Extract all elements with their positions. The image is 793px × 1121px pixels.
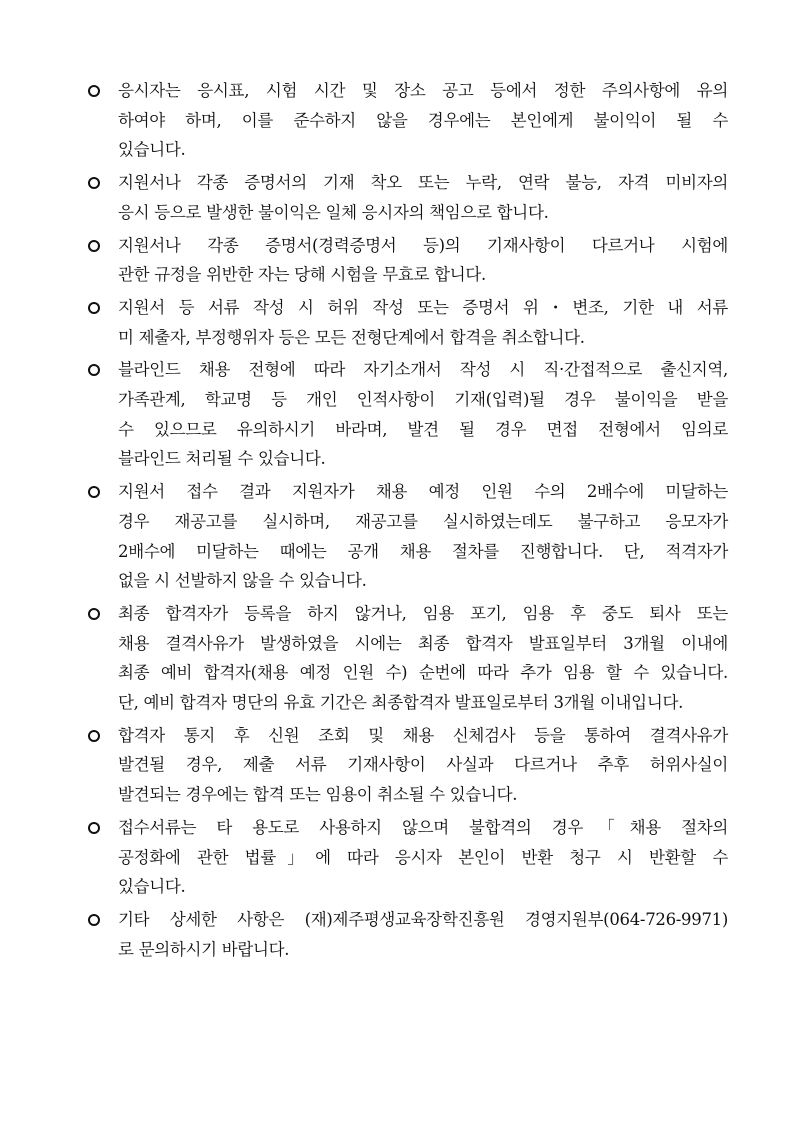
notice-text-line: 채용 결격사유가 발생하였을 시에는 최종 합격자 발표일부터 3개월 이내에: [118, 633, 728, 653]
notice-text-line: 최종 예비 합격자(채용 예정 인원 수) 순번에 따라 추가 임용 할 수 있습니다.: [118, 663, 728, 683]
notice-text-line: 블라인드 채용 전형에 따라 자기소개서 작성 시 직·간접적으로 출신지역,: [118, 360, 728, 380]
notice-text-line: 미 제출자, 부정행위자 등은 모든 전형단계에서 합격을 취소합니다.: [118, 327, 585, 347]
notice-text-line: 하여야 하며, 이를 준수하지 않을 경우에는 본인에게 불이익이 될 수: [118, 110, 728, 130]
notice-text-line: 발견될 경우, 제출 서류 기재사항이 사실과 다르거나 추후 허위사실이: [118, 755, 728, 775]
notice-text-line: 접수서류는 타 용도로 사용하지 않으며 불합격의 경우「채용 절차의: [118, 817, 728, 837]
notice-text-line: 발견되는 경우에는 합격 또는 임용이 취소될 수 있습니다.: [118, 785, 518, 805]
circle-bullet-icon: [88, 730, 100, 742]
notice-item: [88, 355, 728, 474]
notice-item: [88, 293, 728, 352]
notice-text-line: 단, 예비 합격자 명단의 유효 기간은 최종합격자 발표일로부터 3개월 이내입니다.: [118, 693, 684, 713]
notice-item: [88, 599, 728, 718]
notice-text-line: 지원서나 각종 증명서의 기재 착오 또는 누락, 연락 불능, 자격 미비자의: [118, 173, 728, 193]
notice-text-line: 없을 시 선발하지 않을 수 있습니다.: [118, 571, 367, 591]
notice-text-line: 있습니다.: [118, 877, 186, 897]
notice-text-line: 있습니다.: [118, 140, 186, 160]
circle-bullet-icon: [88, 486, 100, 498]
notice-list: [88, 76, 728, 967]
notice-text-line: 응시 등으로 발생한 불이익은 일체 응시자의 책임으로 합니다.: [118, 202, 549, 222]
notice-text-line: 가족관계, 학교명 등 개인 인적사항이 기재(입력)될 경우 불이익을 받을: [118, 390, 728, 410]
notice-text-line: 최종 합격자가 등록을 하지 않거나, 임용 포기, 임용 후 중도 퇴사 또는: [118, 603, 728, 623]
notice-text-line: 응시자는 응시표, 시험 시간 및 장소 공고 등에서 정한 주의사항에 유의: [118, 81, 728, 100]
notice-item: [88, 905, 728, 964]
notice-text-line: 기타 상세한 사항은 (재)제주평생교육장학진흥원 경영지원부(064-726-9971): [118, 909, 728, 929]
circle-bullet-icon: [88, 608, 100, 620]
circle-bullet-icon: [88, 302, 100, 314]
notice-text-line: 지원서나 각종 증명서(경력증명서 등)의 기재사항이 다르거나 시험에: [118, 235, 728, 255]
notice-text-line: 관한 규정을 위반한 자는 당해 시험을 무효로 합니다.: [118, 265, 486, 285]
circle-bullet-icon: [88, 85, 100, 97]
circle-bullet-icon: [88, 914, 100, 926]
notice-item: [88, 477, 728, 596]
notice-text-line: 합격자 통지 후 신원 조회 및 채용 신체검사 등을 통하여 결격사유가: [118, 725, 728, 745]
circle-bullet-icon: [88, 822, 100, 834]
notice-text-line: 로 문의하시기 바랍니다.: [118, 939, 290, 959]
circle-bullet-icon: [88, 177, 100, 189]
circle-bullet-icon: [88, 364, 100, 376]
circle-bullet-icon: [88, 240, 100, 252]
notice-item: [88, 721, 728, 810]
notice-item: [88, 231, 728, 290]
notice-text-line: 공정화에 관한 법률」에 따라 응시자 본인이 반환 청구 시 반환할 수: [118, 847, 728, 867]
notice-text-line: 수 있으므로 유의하시기 바라며, 발견 될 경우 면접 전형에서 임의로: [118, 419, 728, 439]
notice-item: [88, 76, 728, 165]
notice-text-line: 경우 재공고를 실시하며, 재공고를 실시하였는데도 불구하고 응모자가: [118, 511, 728, 531]
notice-text-line: 2배수에 미달하는 때에는 공개 채용 절차를 진행합니다. 단, 적격자가: [118, 541, 728, 561]
notice-item: [88, 168, 728, 227]
notice-text-line: 지원서 접수 결과 지원자가 채용 예정 인원 수의 2배수에 미달하는: [118, 482, 728, 502]
notice-text-line: 블라인드 처리될 수 있습니다.: [118, 449, 326, 469]
notice-text-line: 지원서 등 서류 작성 시 허위 작성 또는 증명서 위・변조, 기한 내 서류: [118, 297, 728, 317]
notice-item: [88, 813, 728, 902]
